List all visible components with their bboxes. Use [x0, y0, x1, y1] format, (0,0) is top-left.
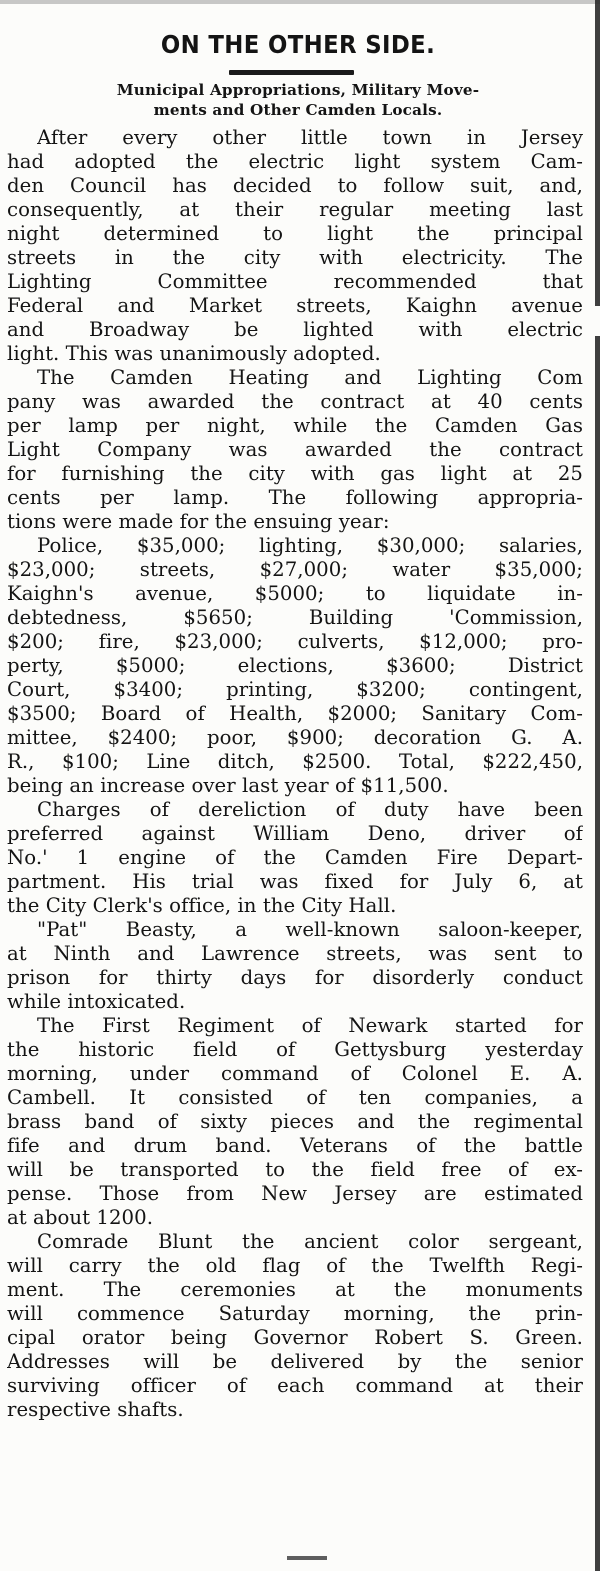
- article-line: streets in the city with electricity. The: [7, 246, 583, 269]
- article-headline: ON THE OTHER SIDE.: [160, 30, 436, 59]
- article-line: the historic field of Gettysburg yesterday: [7, 1038, 583, 1061]
- article-line: Court, $3400; printing, $3200; contingent,: [7, 678, 583, 701]
- article-line: After every other little town in Jersey: [37, 126, 583, 149]
- article-line: cents per lamp. The following appropria-: [7, 486, 583, 509]
- article-line: preferred against William Deno, driver of: [7, 822, 583, 845]
- article-line: night determined to light the principal: [7, 222, 583, 245]
- article-line: per lamp per night, while the Camden Gas: [7, 414, 583, 437]
- article-line: Police, $35,000; lighting, $30,000; salaries,: [37, 534, 583, 557]
- article-line: pense. Those from New Jersey are estimated: [7, 1182, 583, 1205]
- article-line: the City Clerk's office, in the City Hall.: [7, 894, 397, 917]
- article-line: $3500; Board of Health, $2000; Sanitary Com-: [7, 702, 583, 725]
- article-line: and Broadway be lighted with electric: [7, 318, 583, 341]
- article-line: The First Regiment of Newark started for: [37, 1014, 583, 1037]
- article-line: Light Company was awarded the contract: [7, 438, 583, 461]
- article-subheadline: [8, 80, 588, 120]
- article-line: Federal and Market streets, Kaighn avenue: [7, 294, 583, 317]
- subheadline-line: Municipal Appropriations, Military Move-: [116, 81, 480, 99]
- article-line: cipal orator being Governor Robert S. Green.: [7, 1326, 583, 1349]
- article-line: The Camden Heating and Lighting Com: [37, 366, 583, 389]
- article-line: R., $100; Line ditch, $2500. Total, $222,450,: [7, 750, 583, 773]
- article-line: for furnishing the city with gas light at 25: [7, 462, 583, 485]
- article-line: partment. His trial was fixed for July 6, at: [7, 870, 583, 893]
- article-line: mittee, $2400; poor, $900; decoration G. A.: [7, 726, 583, 749]
- right-column-rule-gap: [595, 306, 600, 336]
- article-line: will be transported to the field free of ex-: [7, 1158, 583, 1181]
- article-line: light. This was unanimously adopted.: [7, 342, 381, 365]
- article-line: Addresses will be delivered by the senior: [7, 1350, 583, 1373]
- article-line: ment. The ceremonies at the monuments: [7, 1278, 583, 1301]
- right-column-rule: [595, 0, 600, 1571]
- article-line: Cambell. It consisted of ten companies, a: [7, 1086, 583, 1109]
- article-line: tions were made for the ensuing year:: [7, 510, 390, 533]
- article-line: consequently, at their regular meeting last: [7, 198, 583, 221]
- article-line: No.' 1 engine of the Camden Fire Depart-: [7, 846, 583, 869]
- article-line: brass band of sixty pieces and the regimental: [7, 1110, 583, 1133]
- article-line: perty, $5000; elections, $3600; District: [7, 654, 583, 677]
- top-column-rule: [0, 0, 600, 4]
- article-line: Kaighn's avenue, $5000; to liquidate in-: [7, 582, 583, 605]
- article-line: "Pat" Beasty, a well-known saloon-keeper,: [37, 918, 583, 941]
- article-line: will commence Saturday morning, the prin-: [7, 1302, 583, 1325]
- article-line: $200; fire, $23,000; culverts, $12,000; pro-: [7, 630, 583, 653]
- article-line: Charges of dereliction of duty have been: [37, 798, 583, 821]
- subheadline-line: ments and Other Camden Locals.: [153, 101, 443, 119]
- article-line: at about 1200.: [7, 1206, 154, 1229]
- article-line: respective shafts.: [7, 1398, 184, 1421]
- article-line: den Council has decided to follow suit, and,: [7, 174, 583, 197]
- article-line: surviving officer of each command at their: [7, 1374, 583, 1397]
- article-line: had adopted the electric light system Cam-: [7, 150, 583, 173]
- article-line: debtedness, $5650; Building 'Commission,: [7, 606, 583, 629]
- article-line: while intoxicated.: [7, 990, 186, 1013]
- article-line: $23,000; streets, $27,000; water $35,000;: [7, 558, 583, 581]
- article-line: prison for thirty days for disorderly conduct: [7, 966, 583, 989]
- article-line: pany was awarded the contract at 40 cents: [7, 390, 583, 413]
- article-line: Lighting Committee recommended that: [7, 270, 583, 293]
- article-line: will carry the old flag of the Twelfth Regi-: [7, 1254, 583, 1277]
- headline-rule: [229, 70, 354, 75]
- article-line: fife and drum band. Veterans of the battle: [7, 1134, 583, 1157]
- next-article-fragment: [287, 1556, 327, 1560]
- article-line: Comrade Blunt the ancient color sergeant,: [37, 1230, 583, 1253]
- article-line: being an increase over last year of $11,500.: [7, 774, 449, 797]
- article-line: morning, under command of Colonel E. A.: [7, 1062, 583, 1085]
- article-line: at Ninth and Lawrence streets, was sent to: [7, 942, 583, 965]
